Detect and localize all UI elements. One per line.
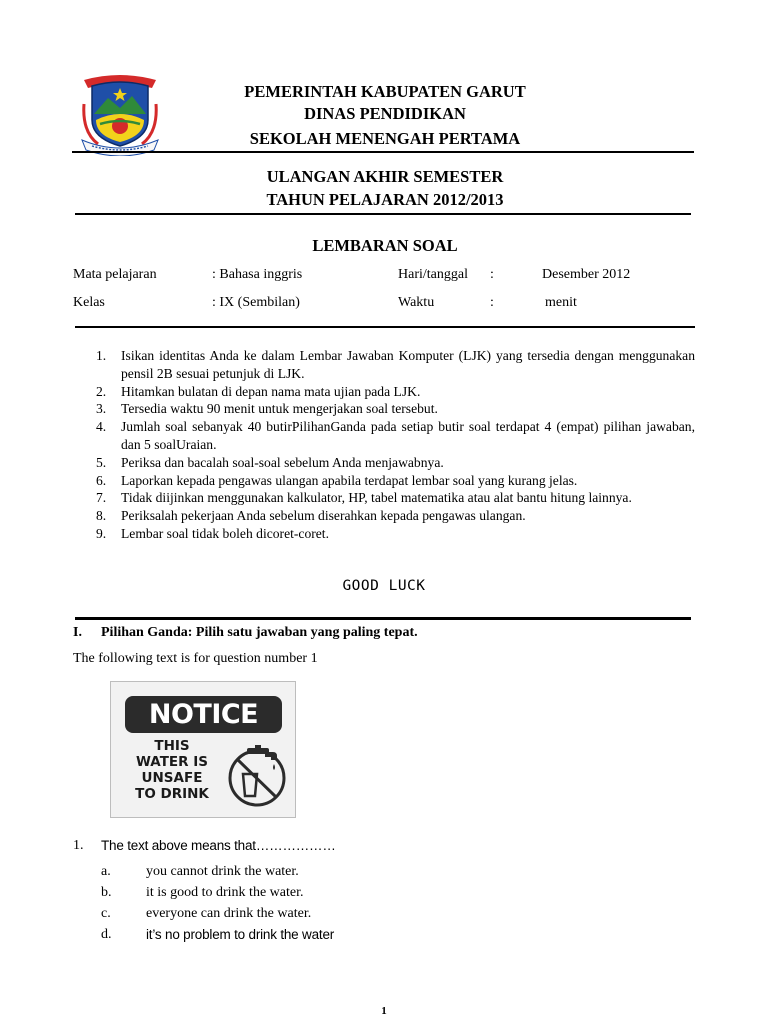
notice-line: WATER IS (136, 754, 208, 770)
section-divider (75, 617, 691, 620)
subject-label: Mata pelajaran (73, 267, 157, 282)
list-item (73, 400, 695, 418)
exam-title: ULANGAN AKHIR SEMESTER (266, 167, 504, 186)
question-intro: The following text is for question number 1 (73, 651, 318, 666)
good-luck-text: GOOD LUCK (342, 578, 426, 594)
agency-title: DINAS PENDIDIKAN (304, 104, 466, 123)
list-item (73, 347, 695, 383)
instruction-number: 1. (96, 348, 107, 363)
question-number: 1. (73, 838, 84, 853)
sheet-title: LEMBARAN SOAL (312, 236, 458, 255)
instructions-list (73, 347, 695, 543)
page-number: 1 (381, 1005, 387, 1017)
option-text: you cannot drink the water. (146, 864, 299, 879)
question-text: The text above means that……………… (101, 838, 336, 853)
option-text: everyone can drink the water. (146, 906, 312, 921)
option-text: it’s no problem to drink the water (146, 927, 335, 942)
instruction-number: 7. (96, 490, 107, 506)
instruction-text: Tersedia waktu 90 menit untuk mengerjakan soal tersebut. (121, 401, 438, 417)
instruction-text: Periksa dan bacalah soal-soal sebelum Anda menjawabnya. (121, 454, 444, 470)
instruction-text: Tidak diijinkan menggunakan kalkulator, HP, tabel matematika atau alat bantu hitung lainnya. (121, 490, 632, 506)
header-divider (72, 151, 694, 153)
notice-line: THIS (154, 738, 190, 754)
instruction-number: 8. (96, 508, 107, 524)
subject-value: : Bahasa inggris (212, 267, 303, 282)
day-value: Desember 2012 (542, 267, 631, 282)
day-colon: : (490, 267, 494, 282)
notice-line: UNSAFE (141, 770, 203, 786)
time-label: Waktu (398, 295, 435, 310)
instruction-text: Jumlah soal sebanyak 40 butirPilihanGanda pada setiap butir soal terdapat 4 (empat) pilihan jawaban, dan 5 soalUraian. (121, 419, 695, 452)
list-item (73, 383, 695, 401)
no-drinking-water-icon (225, 744, 289, 808)
list-item (73, 472, 695, 490)
school-year: TAHUN PELAJARAN 2012/2013 (266, 190, 504, 209)
info-divider (75, 326, 695, 328)
instruction-text: Lembar soal tidak boleh dicoret-coret. (121, 525, 329, 541)
school-title: SEKOLAH MENENGAH PERTAMA (249, 129, 521, 148)
instruction-text: Hitamkan bulatan di depan nama mata ujian pada LJK. (121, 383, 421, 399)
section-number: I. (73, 625, 82, 640)
notice-heading: NOTICE (125, 696, 282, 733)
class-value: : IX (Sembilan) (212, 295, 300, 310)
instruction-number: 9. (96, 525, 107, 541)
option-letter: b. (101, 885, 112, 900)
option-letter: c. (101, 906, 111, 921)
time-colon: : (490, 295, 494, 310)
list-item (73, 525, 695, 543)
instruction-number: 2. (96, 383, 107, 399)
list-item (73, 418, 695, 454)
option-letter: d. (101, 927, 112, 942)
option-letter: a. (101, 864, 111, 879)
list-item (73, 507, 695, 525)
instruction-number: 4. (96, 419, 107, 435)
instruction-number: 5. (96, 454, 107, 470)
section-title: Pilihan Ganda: Pilih satu jawaban yang paling tepat. (101, 625, 418, 640)
notice-message (117, 738, 227, 802)
instruction-text: Isikan identitas Anda ke dalam Lembar Jawaban Komputer (LJK) yang tersedia dengan menggunakan pensil 2B sesuai petunjuk di LJK. (121, 348, 695, 381)
instruction-text: Periksalah pekerjaan Anda sebelum diserahkan kepada pengawas ulangan. (121, 508, 526, 524)
notice-line: TO DRINK (135, 786, 209, 802)
list-item (73, 489, 695, 507)
government-title: PEMERINTAH KABUPATEN GARUT (244, 82, 526, 101)
garut-regency-emblem-icon (78, 74, 162, 156)
instruction-text: Laporkan kepada pengawas ulangan apabila terdapat lembar soal yang kurang jelas. (121, 472, 578, 488)
day-label: Hari/tanggal (398, 267, 468, 282)
instruction-number: 6. (96, 472, 107, 488)
list-item (73, 454, 695, 472)
option-text: it is good to drink the water. (146, 885, 304, 900)
instruction-number: 3. (96, 401, 107, 417)
class-label: Kelas (73, 295, 105, 310)
exam-divider (75, 213, 691, 215)
time-value: menit (545, 295, 577, 310)
notice-sign-image (110, 681, 296, 818)
